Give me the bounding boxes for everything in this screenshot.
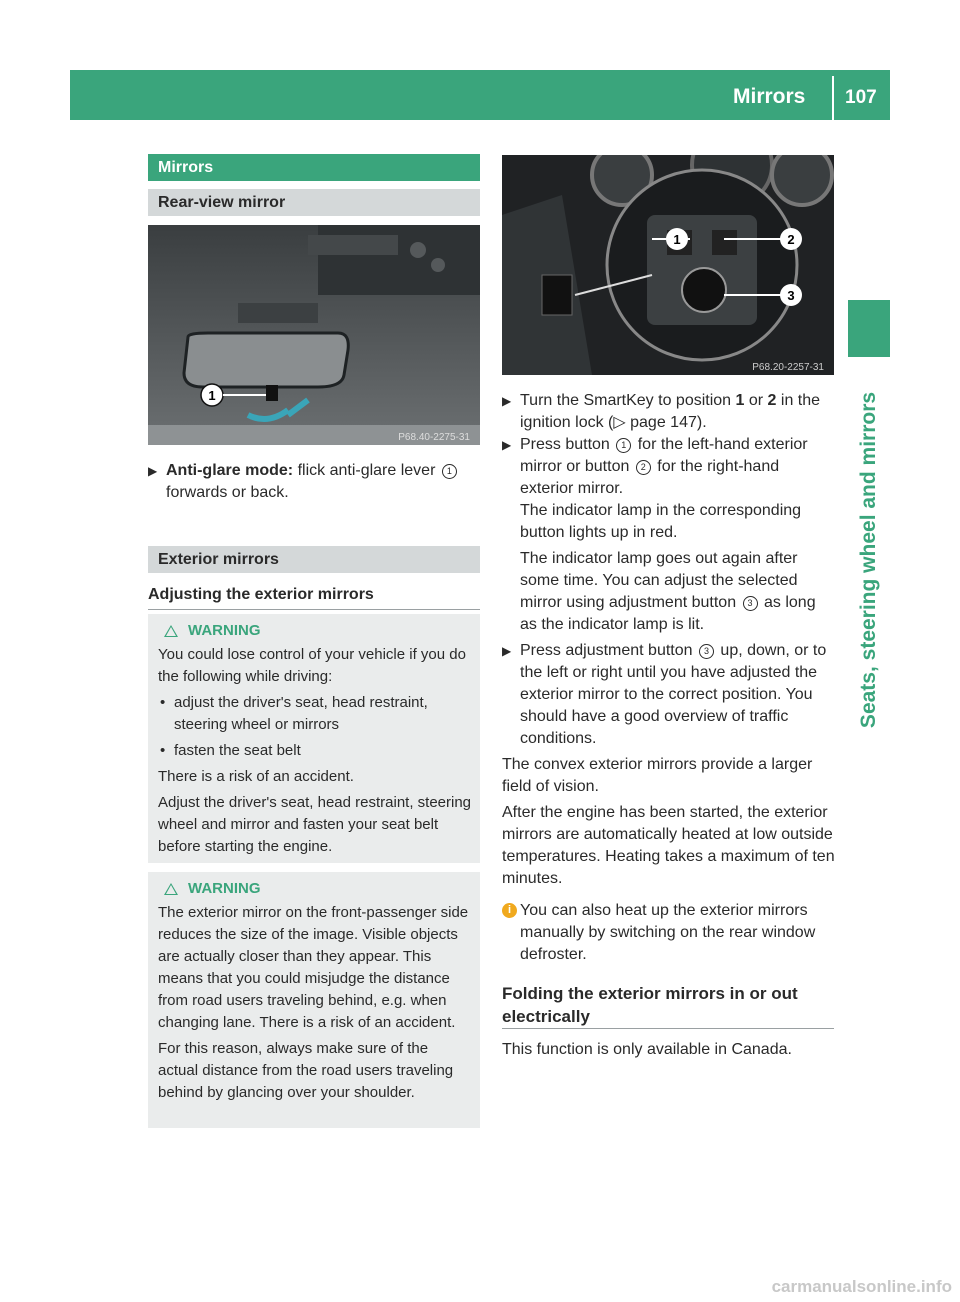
- header-divider: [832, 76, 834, 120]
- page-title: Mirrors: [733, 85, 806, 108]
- callout-1-label: 1: [673, 232, 681, 247]
- info-text: You can also heat up the exterior mirrors manually by switching on the rear window defroster.: [520, 902, 816, 963]
- instruction-step: [502, 390, 836, 434]
- step-arrow-icon: ▶: [502, 644, 512, 658]
- callout-2-icon: 2: [636, 460, 651, 475]
- mirror-switch-photo: [502, 155, 834, 375]
- warning-text: There is a risk of an accident.: [158, 768, 354, 785]
- paragraph: The convex exterior mirrors provide a larger field of vision.: [502, 756, 813, 795]
- subsection-title: Rear-view mirror: [158, 194, 286, 211]
- warning-text: Adjust the driver's seat, head restraint, steering wheel and mirror and fasten your seat belt before starting the engine.: [158, 794, 472, 855]
- side-tab: [844, 380, 894, 740]
- right-column-text: [502, 390, 836, 966]
- step-arrow-icon: ▶: [502, 394, 512, 408]
- warning-box-1: [148, 614, 480, 863]
- callout-1-icon: 1: [442, 464, 457, 479]
- photo-code: P68.40-2275-31: [398, 432, 470, 443]
- step-text: flick anti-glare lever: [293, 462, 440, 479]
- position-2: 2: [767, 392, 777, 409]
- photo-code: P68.20-2257-31: [752, 362, 824, 373]
- callout-1-icon: 1: [616, 438, 631, 453]
- step-text: Press adjustment button: [520, 642, 697, 659]
- step-text: Turn the SmartKey to position: [520, 392, 736, 409]
- step-arrow-icon: ▶: [148, 464, 158, 478]
- page-ref-icon: ▷: [613, 414, 626, 431]
- anti-glare-step: [148, 460, 480, 504]
- subsection-rear-view: [148, 189, 480, 216]
- subsection-title: Exterior mirrors: [158, 551, 279, 568]
- step-text: as long as the indicator lamp is lit.: [520, 594, 816, 633]
- rear-view-mirror-illustration: [148, 225, 480, 445]
- warning-bullet: • fasten the seat belt: [158, 740, 472, 762]
- info-icon: i: [502, 903, 517, 918]
- page-number: 107: [845, 87, 877, 108]
- paragraph: This function is only available in Canada.: [502, 1041, 792, 1058]
- heading-folding: Folding the exterior mirrors in or out electrically: [502, 984, 798, 1026]
- warning-text: For this reason, always make sure of the actual distance from the road users traveling behind by glancing over your shoulder.: [158, 1040, 454, 1101]
- step-result: The indicator lamp in the corresponding button lights up in red.: [520, 502, 802, 541]
- callout-3-icon: 3: [743, 596, 758, 611]
- footer-watermark: carmanualsonline.info: [771, 1277, 952, 1296]
- warning-title: [164, 878, 472, 900]
- position-1: 1: [735, 392, 745, 409]
- instruction-step: [148, 460, 480, 504]
- heading-adjusting: Adjusting the exterior mirrors: [148, 586, 374, 603]
- rear-view-mirror-photo: [148, 225, 480, 445]
- step-text: or: [744, 392, 768, 409]
- heading-rule: [502, 1028, 834, 1029]
- callout-2-label: 2: [787, 232, 795, 247]
- instruction-step: [502, 434, 836, 636]
- subsection-exterior-mirrors: [148, 546, 480, 573]
- section-title: Mirrors: [158, 159, 214, 176]
- step-label: Anti-glare mode:: [166, 462, 294, 479]
- step-text: in the ignition lock (: [520, 392, 821, 431]
- warning-triangle-icon: [164, 883, 178, 895]
- step-result: [520, 548, 836, 636]
- callout-3-label: 3: [787, 288, 795, 303]
- step-text-end: forwards or back.: [166, 484, 289, 501]
- step-text: up, down, or to the left or right until you have adjusted the exterior mirror to the correct position. You should have a good overview of traffic conditions.: [520, 642, 827, 747]
- step-text: Press button: [520, 436, 615, 453]
- warning-intro: You could lose control of your vehicle if you do the following while driving:: [158, 646, 466, 685]
- callout-1-label: 1: [208, 388, 216, 403]
- step-text: for the right-hand exterior mirror.: [520, 458, 780, 497]
- mirror-switch-illustration: [502, 155, 834, 375]
- step-text: for the left-hand exterior mirror or button: [520, 436, 808, 475]
- warning-bullet: • adjust the driver's seat, head restraint, steering wheel or mirrors: [158, 692, 472, 736]
- side-tab-label: Seats, steering wheel and mirrors: [857, 391, 880, 729]
- warning-title: [164, 620, 472, 642]
- warning-label: WARNING: [188, 880, 261, 897]
- instruction-step: [502, 640, 836, 750]
- warning-box-2: [148, 872, 480, 1128]
- step-arrow-icon: ▶: [502, 438, 512, 452]
- page-reference-link[interactable]: page 147).: [625, 414, 707, 431]
- warning-label: WARNING: [188, 622, 261, 639]
- paragraph: After the engine has been started, the exterior mirrors are automatically heated at low outside temperatures. Heating takes a maximum of ten minutes.: [502, 804, 835, 887]
- side-thumb-block: [848, 300, 890, 357]
- section-mirrors: [148, 154, 480, 181]
- step-text: The indicator lamp goes out again after some time. You can adjust the selected mirror using adjustment button: [520, 550, 798, 611]
- warning-text: The exterior mirror on the front-passenger side reduces the size of the image. Visible objects are actually closer than they appear. This means that you could misjudge the distance from road users traveling behind, e.g. when changing lane. There is a risk of an accident.: [158, 904, 469, 1031]
- info-note: [502, 900, 836, 966]
- warning-triangle-icon: [164, 625, 178, 637]
- callout-3-icon: 3: [699, 644, 714, 659]
- heading-rule: [148, 609, 480, 610]
